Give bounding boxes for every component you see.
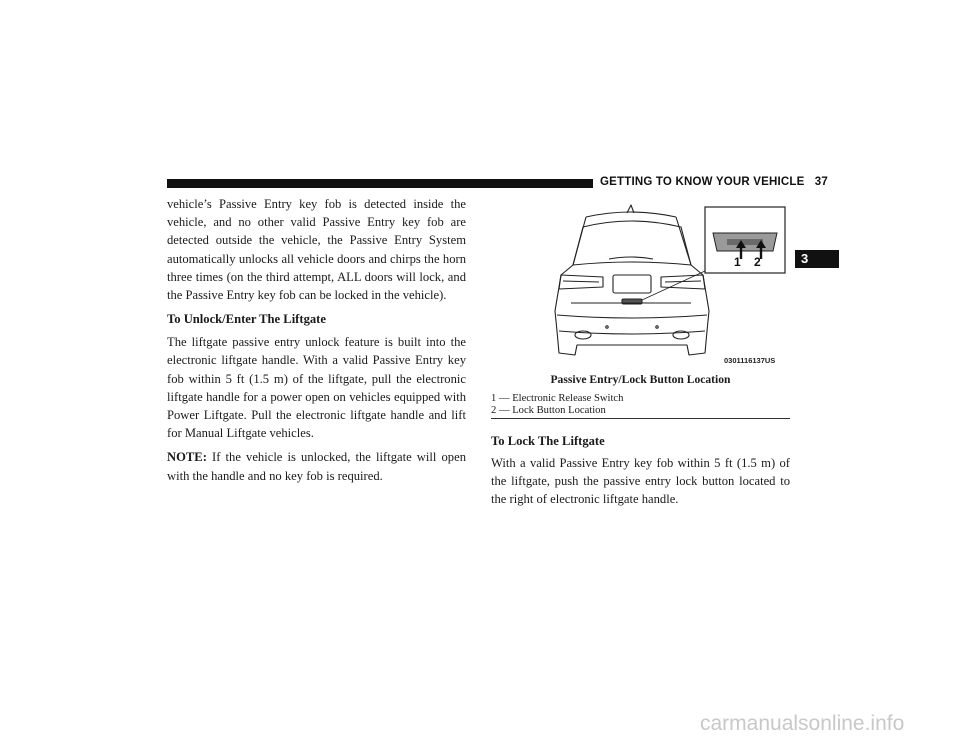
note-label: NOTE: xyxy=(167,450,207,465)
callout-2: 2 xyxy=(754,255,761,269)
left-column xyxy=(167,195,466,491)
header-rule xyxy=(167,179,593,188)
site-watermark: carmanualsonline.info xyxy=(700,712,905,735)
page-number: 37 xyxy=(814,176,828,188)
page-header xyxy=(600,176,828,188)
paragraph-passive-entry: vehicle’s Passive Entry key fob is detected inside the vehicle, and no other valid Passive Entry key fob are detected outside the vehicle, the Passive Entry System automatically unlocks all vehicle doors and chirps the horn three times (on the third attempt, ALL doors will lock, and the Passive Entry key fob can be locked in the vehicle). xyxy=(167,197,466,303)
paragraph-liftgate-unlock: The liftgate passive entry unlock feature is built into the electronic liftgate handle. With a valid Passive Entry key fob within 5 ft (1.5 m) of the liftgate, pull the electronic liftgate handle for a power open on vehicles equipped with Power Liftgate. Pull the electronic liftgate handle and lift for Manual Liftgate vehicles. xyxy=(167,335,466,441)
section-title: GETTING TO KNOW YOUR VEHICLE xyxy=(600,176,805,188)
note xyxy=(167,448,466,484)
figure-caption: Passive Entry/Lock Button Location xyxy=(550,373,731,386)
legend-item-1: 1 — Electronic Release Switch xyxy=(491,393,624,404)
vehicle-rear-illustration xyxy=(491,203,790,369)
heading-lock-liftgate: To Lock The Liftgate xyxy=(491,434,605,448)
heading-unlock-liftgate: To Unlock/Enter The Liftgate xyxy=(167,312,326,327)
note-text: If the vehicle is unlocked, the liftgate will open with the handle and no key fob is required. xyxy=(167,450,466,483)
legend-divider xyxy=(491,418,790,419)
chapter-tab: 3 xyxy=(795,250,839,268)
paragraph-liftgate-lock: With a valid Passive Entry key fob within 5 ft (1.5 m) of the liftgate, push the passive entry lock button located to the right of electronic liftgate handle. xyxy=(491,456,790,507)
image-code: 0301116137US xyxy=(724,356,776,365)
figure-legend xyxy=(491,393,790,418)
liftgate-figure xyxy=(491,203,790,369)
legend-item-2: 2 — Lock Button Location xyxy=(491,405,606,417)
right-column xyxy=(491,432,790,509)
callout-1: 1 xyxy=(734,255,741,269)
